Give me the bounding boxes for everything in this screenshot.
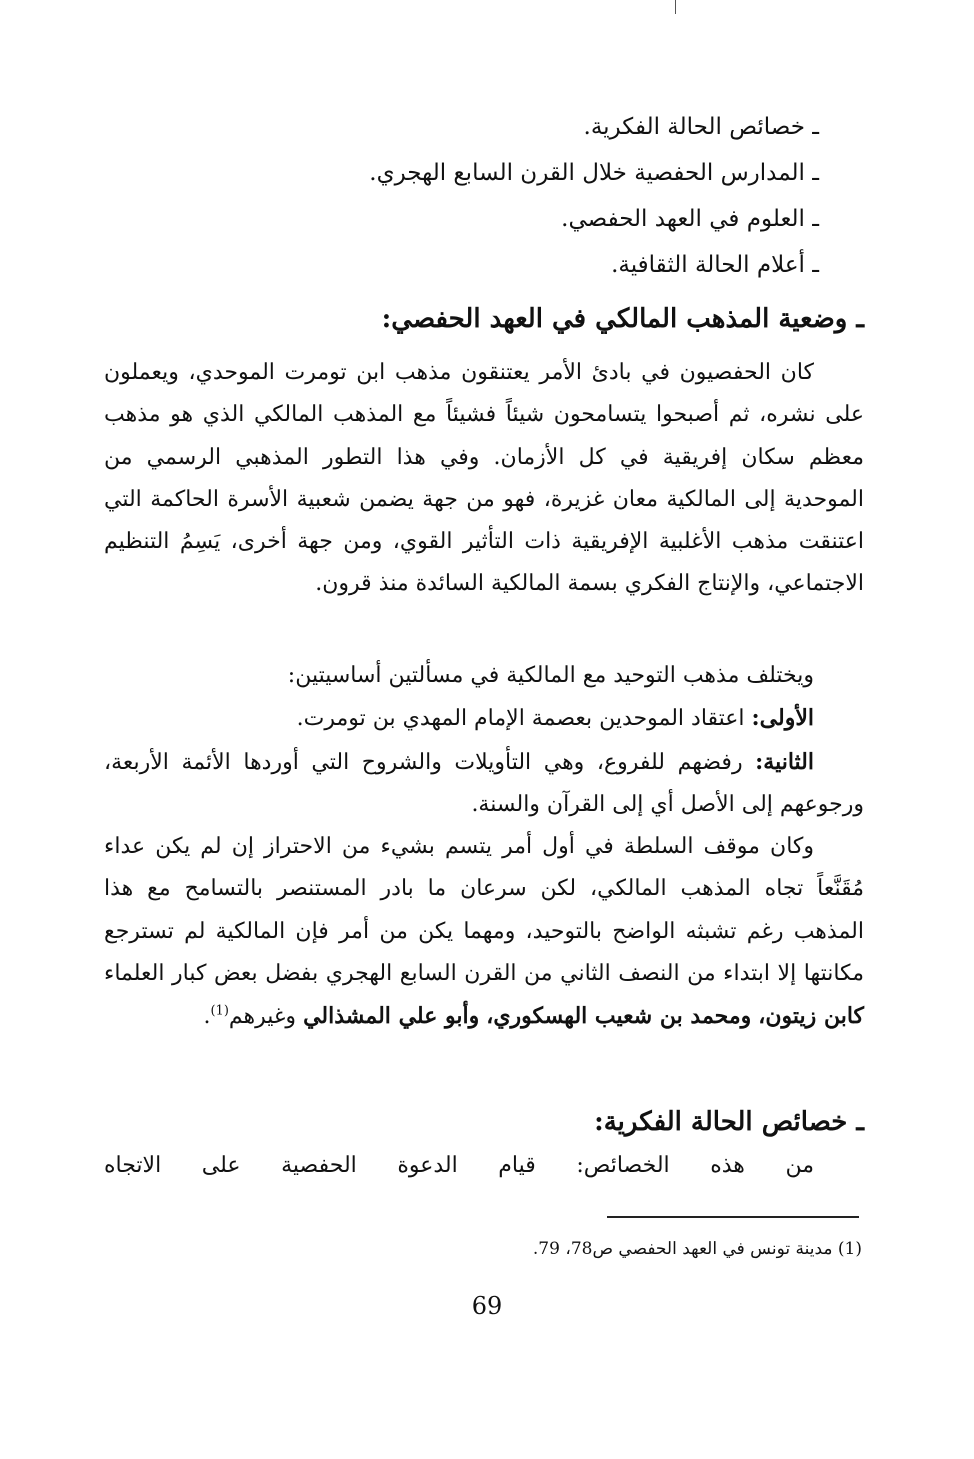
paragraph-hafsid-doctrine: كان الحفصيون في بادئ الأمر يعتنقون مذهب ابن تومرت الموحدي، ويعملون على نشره، ثم أصبحوا يتسامحون شيئاً فشيئاً مع المذهب المالكي الذي هو مذهب معظم سكان إفريقية في كل الأزمان. وفي هذا التطور المذهبي الرسمي من الموحدية إلى المالكية معان غزيرة، فهو من جهة يضمن شعبية الأسرة الحاكمة التي اعتنقت مذهب الأغلبية الإفريقية ذات التأثير القوي، ومن جهة أخرى، يَسِمُ التنظيم الاجتماعي، والإنتاج الفكري بسمة المالكية السائدة منذ قرون.: [104, 360, 864, 597]
others-text: وغيرهم: [228, 1004, 304, 1030]
topic-item: ـ خصائص الحالة الفكرية.: [583, 114, 819, 140]
page-number: 69: [471, 1292, 503, 1320]
top-margin-mark: [675, 0, 676, 14]
topics-list: [369, 104, 819, 288]
topic-item: ـ أعلام الحالة الثقافية.: [611, 252, 819, 278]
footnote-separator: [607, 1216, 859, 1218]
topic-item: ـ العلوم في العهد الحفصي.: [561, 206, 819, 232]
paragraph-two-issues: ويختلف مذهب التوحيد مع المالكية في مسألتين أساسيتين:: [287, 663, 814, 688]
section1-body-block: [104, 655, 864, 1039]
paragraph-authority-stance: وكان موقف السلطة في أول أمر يتسم بشيء من الاحتراز إن لم يكن عداء مُقَنَّعاً تجاه المذهب المالكي، لكن سرعان ما بادر المستنصر بالتسامح مع هذا المذهب رغم تشبثه الواضح بالتوحيد، ومهما يكن من أمر فإن المالكية لم تسترجع مكانتها إلا ابتداء من النصف الثاني من القرن السابع الهجري بفضل بعض كبار العلماء كابن زيتون، ومحمد بن شعيب الهسكوري، وأبو علي المشذالي وغيرهم$^{(1)}$.: [104, 834, 864, 1030]
paragraph-authority-text: وكان موقف السلطة في أول أمر يتسم بشيء من الاحتراز إن لم يكن عداء مُقَنَّعاً تجاه المذهب المالكي، لكن سرعان ما بادر المستنصر بالتسامح مع هذا المذهب رغم تشبثه الواضح بالتوحيد، ومهما يكن من أمر فإن المالكية لم تسترجع مكانتها إلا ابتداء من النصف الثاني من القرن السابع الهجري بفضل بعض كبار العلماء: [104, 834, 864, 987]
section2-body-block: [104, 1145, 864, 1187]
paragraph-second-issue: [104, 741, 864, 827]
topic-item: ـ المدارس الحفصية خلال القرن السابع الهجري.: [369, 160, 819, 186]
section-heading-intellectual-traits: ـ خصائص الحالة الفكرية:: [594, 1107, 864, 1137]
second-issue-label: الثانية:: [755, 748, 814, 775]
paragraph-first-issue: [104, 697, 864, 740]
first-issue-label: الأولى:: [751, 705, 814, 732]
footnote: (1) مدينة تونس في العهد الحفصي ص78، 79.: [532, 1239, 862, 1259]
scholar-name: وأبو علي المشذالي: [303, 1003, 480, 1030]
scholar-name: كابن زيتون،: [758, 1003, 864, 1030]
scholar-name: ومحمد بن شعيب الهسكوري،: [486, 1003, 752, 1030]
first-issue-text: اعتقاد الموحدين بعصمة الإمام المهدي بن تومرت.: [296, 706, 752, 732]
section-heading-maliki-status: ـ وضعية المذهب المالكي في العهد الحفصي:: [381, 304, 864, 334]
section1-paragraph-1-block: [104, 352, 864, 606]
footnote-reference[interactable]: (1): [210, 1004, 229, 1020]
second-issue-text: رفضهم للفروع، وهي التأويلات والشروح التي أوردها الأئمة الأربعة، ورجوعهم إلى الأصل أي إلى القرآن والسنة.: [104, 749, 864, 817]
paragraph-traits: من هذه الخصائص: قيام الدعوة الحفصية على الاتجاه: [104, 1153, 814, 1178]
